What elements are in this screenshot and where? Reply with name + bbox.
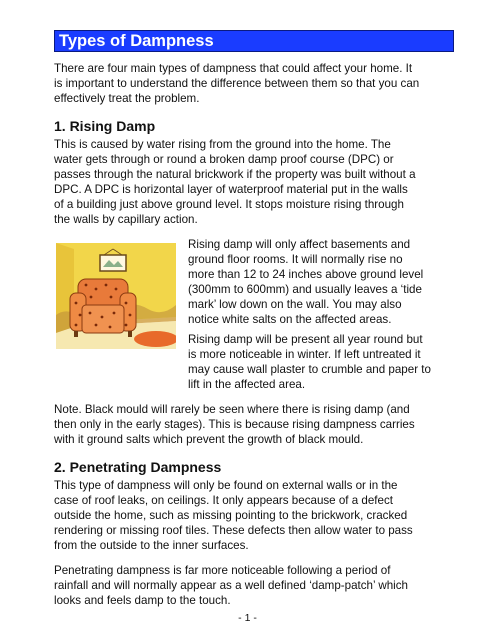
body-line: rendering or missing roof tiles. These defects then allow water to pass: [54, 524, 413, 537]
column-line: notice white salts on the affected areas.: [188, 313, 392, 326]
intro-line: is important to understand the difference between them so that you can: [54, 77, 420, 90]
note-line: then only in the early stages). This is because rising dampness carries: [54, 418, 415, 431]
section-heading-rising-damp: 1. Rising Damp: [54, 118, 156, 134]
column-line: (300mm to 600mm) and usually leaves a ‘tide: [188, 283, 422, 296]
body-line: water gets through or round a broken damp proof course (DPC) or: [54, 153, 394, 166]
page-number: - 1 -: [238, 612, 257, 624]
body-line: passes through the natural brickwork if the property was built without a: [54, 168, 416, 181]
column-line: mark’ low down on the wall. You may also: [188, 298, 402, 311]
body-line: from the outside to the inner surfaces.: [54, 539, 249, 552]
body-line: outside the home, such as missing pointing to the brickwork, cracked: [54, 509, 408, 522]
intro-line: effectively treat the problem.: [54, 92, 200, 105]
section-heading-penetrating-dampness: 2. Penetrating Dampness: [54, 459, 222, 475]
body-line: of a building just above ground level. It stops moisture rising through: [54, 198, 404, 211]
column-line: Rising damp will be present all year round but: [188, 333, 423, 346]
body-line: the walls by capillary action.: [54, 213, 198, 226]
body-line: This type of dampness will only be found on external walls or in the: [54, 479, 398, 492]
armchair-icon: [70, 279, 136, 337]
column-line: ground floor rooms. It will normally rise no: [188, 253, 403, 266]
page-title: Types of Dampness: [59, 32, 214, 50]
column-line: may cause wall plaster to crumble and paper to: [188, 363, 431, 376]
column-line: is more noticeable in winter. If left untreated it: [188, 348, 421, 361]
note-line: Note. Black mould will rarely be seen where there is rising damp (and: [54, 403, 410, 416]
body-line: case of roof leaks, on ceilings. It only appears because of a defect: [54, 494, 393, 507]
note-line: with it ground salts which prevent the growth of black mould.: [54, 433, 364, 446]
body-line: This is caused by water rising from the ground into the home. The: [54, 138, 391, 151]
rising-damp-illustration: [56, 243, 176, 349]
body-line: DPC. A DPC is horizontal layer of waterproof material put in the walls: [54, 183, 408, 196]
body-line: rainfall and will normally appear as a well defined ‘damp-patch’ which: [54, 579, 409, 592]
column-line: Rising damp will only affect basements and: [188, 238, 411, 251]
title-banner: [54, 30, 454, 52]
intro-line: There are four main types of dampness that could affect your home. It: [54, 62, 413, 75]
body-line: looks and feels damp to the touch.: [54, 594, 231, 607]
column-line: more than 12 to 24 inches above ground level: [188, 268, 424, 281]
body-line: Penetrating dampness is far more noticeable following a period of: [54, 564, 391, 577]
column-line: lift in the affected area.: [188, 378, 306, 391]
